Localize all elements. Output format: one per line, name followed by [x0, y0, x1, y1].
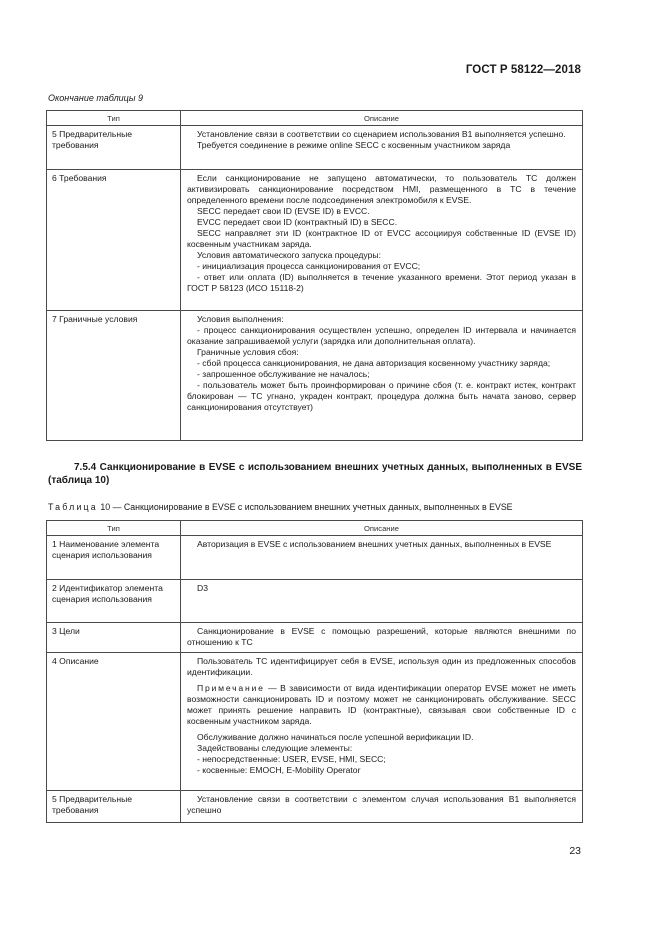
column-header-description: Описание [181, 111, 583, 126]
description-paragraph: EVCC передает свои ID (контрактный ID) в SECC. [197, 217, 398, 227]
row-type: 5 Предварительные требования [47, 791, 181, 823]
caption-text: 10 — Санкционирование в EVSE с использованием внешних учетных данных, выполненных в EVSE [97, 502, 513, 512]
page-number: 23 [569, 845, 581, 857]
description-paragraph: - пользователь может быть проинформирован о причине сбоя (т. е. контракт истек, контракт блокирован — ТС угнано, украден контракт, процедура должна быть начата заново, сервер санкционирования отсутствует) [187, 380, 576, 412]
table-row [47, 653, 583, 791]
description-paragraph: Обслуживание должно начинаться после успешной верификации ID. [197, 732, 474, 742]
row-type: 7 Граничные условия [47, 311, 181, 441]
row-description [181, 126, 583, 170]
note-paragraph [187, 683, 576, 727]
note-label: Примечание [197, 683, 265, 693]
table-9 [46, 110, 583, 441]
table-row [47, 311, 583, 441]
description-paragraph: Задействованы следующие элементы: [197, 743, 353, 753]
table-header-row [47, 111, 583, 126]
caption-label: Таблица [48, 502, 98, 512]
section-heading: 7.5.4 Санкционирование в EVSE с использованием внешних учетных данных, выполненных в EVSE (таблица 10) [48, 462, 582, 486]
description-paragraph: - ответ или оплата (ID) выполняется в течение указанного времени. Этот период указан в ГОСТ Р 58123 (ИСО 15118-2) [187, 272, 576, 293]
row-type: 1 Наименование элемента сценария использования [47, 536, 181, 580]
table9-caption: Окончание таблицы 9 [48, 93, 143, 103]
description-paragraph: - непосредственные: USER, EVSE, HMI, SECC; [197, 754, 386, 764]
row-description [181, 536, 583, 580]
row-type: 4 Описание [47, 653, 181, 791]
row-description [181, 580, 583, 623]
column-header-type: Тип [47, 521, 181, 536]
description-paragraph: Установление связи в соответствии с элементом случая использования В1 выполняется успешно [187, 794, 576, 815]
row-description [181, 791, 583, 823]
column-header-description: Описание [181, 521, 583, 536]
table10-caption [48, 502, 513, 512]
row-description [181, 653, 583, 791]
table-row [47, 126, 583, 170]
description-paragraph: - косвенные: EMOCH, E-Mobility Operator [197, 765, 361, 775]
row-type: 3 Цели [47, 623, 181, 653]
table-row [47, 580, 583, 623]
row-type: 2 Идентификатор элемента сценария использования [47, 580, 181, 623]
document-header: ГОСТ Р 58122—2018 [465, 64, 581, 76]
description-paragraph: SECC направляет эти ID (контрактное ID от EVCC ассоциируя собственные ID (EVSE ID) косвенным участникам заряда. [187, 228, 576, 249]
row-description [181, 623, 583, 653]
row-description [181, 170, 583, 311]
table-header-row [47, 521, 583, 536]
table-10 [46, 520, 583, 823]
description-paragraph: - инициализация процесса санкционирования от EVCC; [197, 261, 421, 271]
table-row [47, 536, 583, 580]
description-paragraph: SECC передает свои ID (EVSE ID) в EVCC. [197, 206, 370, 216]
row-type: 5 Предварительные требования [47, 126, 181, 170]
table-row [47, 170, 583, 311]
row-type: 6 Требования [47, 170, 181, 311]
column-header-type: Тип [47, 111, 181, 126]
description-paragraph: - сбой процесса санкционирования, не дана авторизация косвенному участнику заряда; [197, 358, 551, 368]
description-paragraph: Требуется соединение в режиме online SECC с косвенным участником заряда [197, 140, 511, 150]
description-paragraph: Граничные условия сбоя: [197, 347, 299, 357]
description-paragraph: Установление связи в соответствии со сценарием использования В1 выполняется успешно. [197, 129, 566, 139]
description-paragraph: Условия выполнения: [197, 314, 284, 324]
table-row [47, 623, 583, 653]
description-paragraph: Санкционирование в EVSE с помощью разрешений, которые являются внешними по отношению к ТС [187, 626, 576, 647]
description-paragraph: D3 [197, 583, 208, 593]
description-paragraph: Пользователь ТС идентифицирует себя в EVSE, используя один из предложенных способов идентификации. [187, 656, 576, 677]
description-paragraph: - процесс санкционирования осуществлен успешно, определен ID интервала и начинается оказание запрашиваемой услуги (зарядка или дополнительная оплата). [187, 325, 576, 346]
description-paragraph: Если санкционирование не запущено автоматически, то пользователь ТС должен активизировать санкционирование посредством HMI, размещенного в ТС в течение определенного времени после подсоединения электромобиля к EVSE. [187, 173, 576, 205]
description-paragraph: Авторизация в EVSE с использованием внешних учетных данных, выполненных в EVSE [197, 539, 552, 549]
table-row [47, 791, 583, 823]
description-paragraph: Условия автоматического запуска процедуры: [197, 250, 381, 260]
description-paragraph: - запрошенное обслуживание не началось; [197, 369, 370, 379]
note-text: — В зависимости от вида идентификации оператор EVSE может не иметь возможности санкционировать ID и поэтому может не санкционировать обслуживание. SECC может принять решение направить ID (контрактные), связывая свои собственные ID с косвенным участником заряда. [187, 683, 576, 726]
row-description [181, 311, 583, 441]
